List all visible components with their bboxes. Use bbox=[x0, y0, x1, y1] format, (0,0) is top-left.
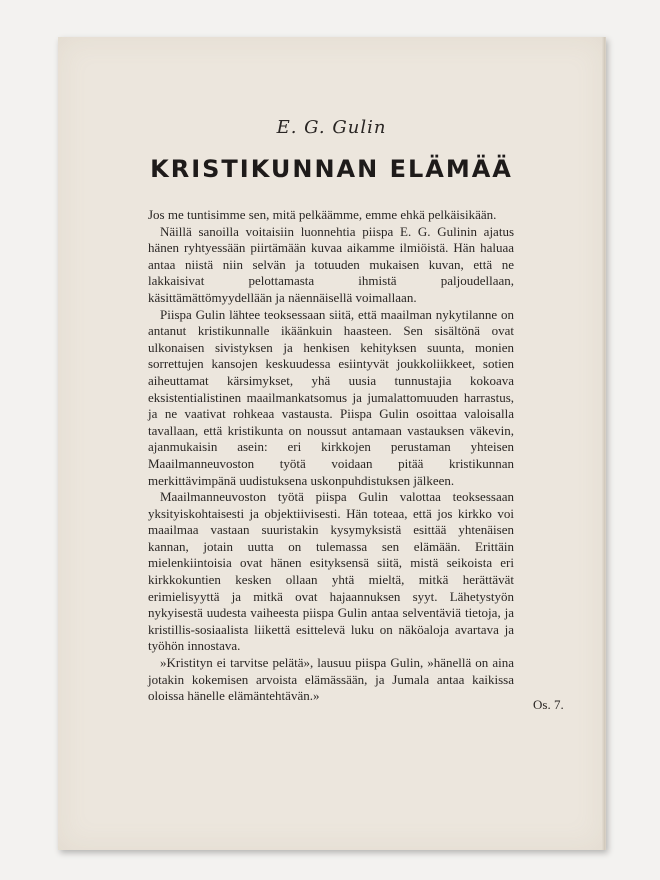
author-name: E. G. Gulin bbox=[276, 117, 387, 138]
price-code: Os. 7. bbox=[533, 697, 564, 712]
blurb-paragraph-1: Jos me tuntisimme sen, mitä pelkäämme, emme ehkä pelkäisikään. bbox=[148, 207, 497, 222]
blurb-paragraph-2: Näillä sanoilla voitaisiin luonnehtia piispa E. G. Gulinin ajatus hänen ryhtyessään piirtämään kuvaa aikamme ilmiöistä. Hän haluaa antaa niistä niin selvän ja totuuden mukaisen kuvan, että ne lakkaisivat pelottamasta ihmistä paljoudellaan, käsittämättömyydellään ja näennäisellä voimallaan. bbox=[148, 223, 514, 305]
blurb-paragraph-4: Maailmanneuvoston työtä piispa Gulin valottaa teoksessaan yksityiskohtaisesti ja objektiivisesti. Hän toteaa, että jos kirkko voi maailmaa vastaan suuristakin kysymyksistä esittää yhtenäisen kannan, jotain uutta on tulemassa sen elämään. Erittäin mielenkiintoisia ovat hänen esityksensä siitä, mistä seikoista eri kirkkokuntien kesken ollaan yhtä mieltä, mitkä herättävät erimielisyyttä ja mitkä ovat hajaannuksen syyt. Lähetystyön nykyisestä uudesta vaiheesta piispa Gulin antaa selventäviä tietoja, ja kristillis-sosiaalista liikettä esittelevä luku on näköaloja avartava ja työhön innostava. bbox=[148, 489, 514, 654]
blurb-text bbox=[148, 207, 514, 705]
book-back-cover bbox=[58, 37, 606, 850]
blurb-paragraph-5: »Kristityn ei tarvitse pelätä», lausuu piispa Gulin, »hänellä on aina jotakin kokemisen arvoista elämässään, ja Jumala antaa kaikissa oloissa hänelle elämäntehtävän.» bbox=[148, 655, 514, 704]
blurb-paragraph-3: Piispa Gulin lähtee teoksessaan siitä, että maailman nykytilanne on antanut kristikunnalle ikäänkuin haasteen. Sen sisältönä ovat ulkonaisen sivistyksen ja henkisen kehityksen suunta, monien sorrettujen kansojen keskuudessa esiintyvät joukkoliikkeet, sotien aiheuttamat kärsimykset, yhä uusia tunnustajia kokoava eksistentialistinen maailmankatsomus ja jumalattomuuden harrastus, ja ne vaativat rohkeaa vastausta. Piispa Gulin osoittaa valoisalla tavallaan, että kristikunta on noussut antamaan vastauksen väkevin, ajanmukaisin asein: eri kirkkojen perustaman yhteisen Maailmanneuvoston työtä voidaan pitää kristikunnan merkittävimpänä uudistuksena uskonpuhdistuksen jälkeen. bbox=[148, 306, 514, 488]
book-title: KRISTIKUNNAN ELÄMÄÄ bbox=[150, 155, 513, 183]
